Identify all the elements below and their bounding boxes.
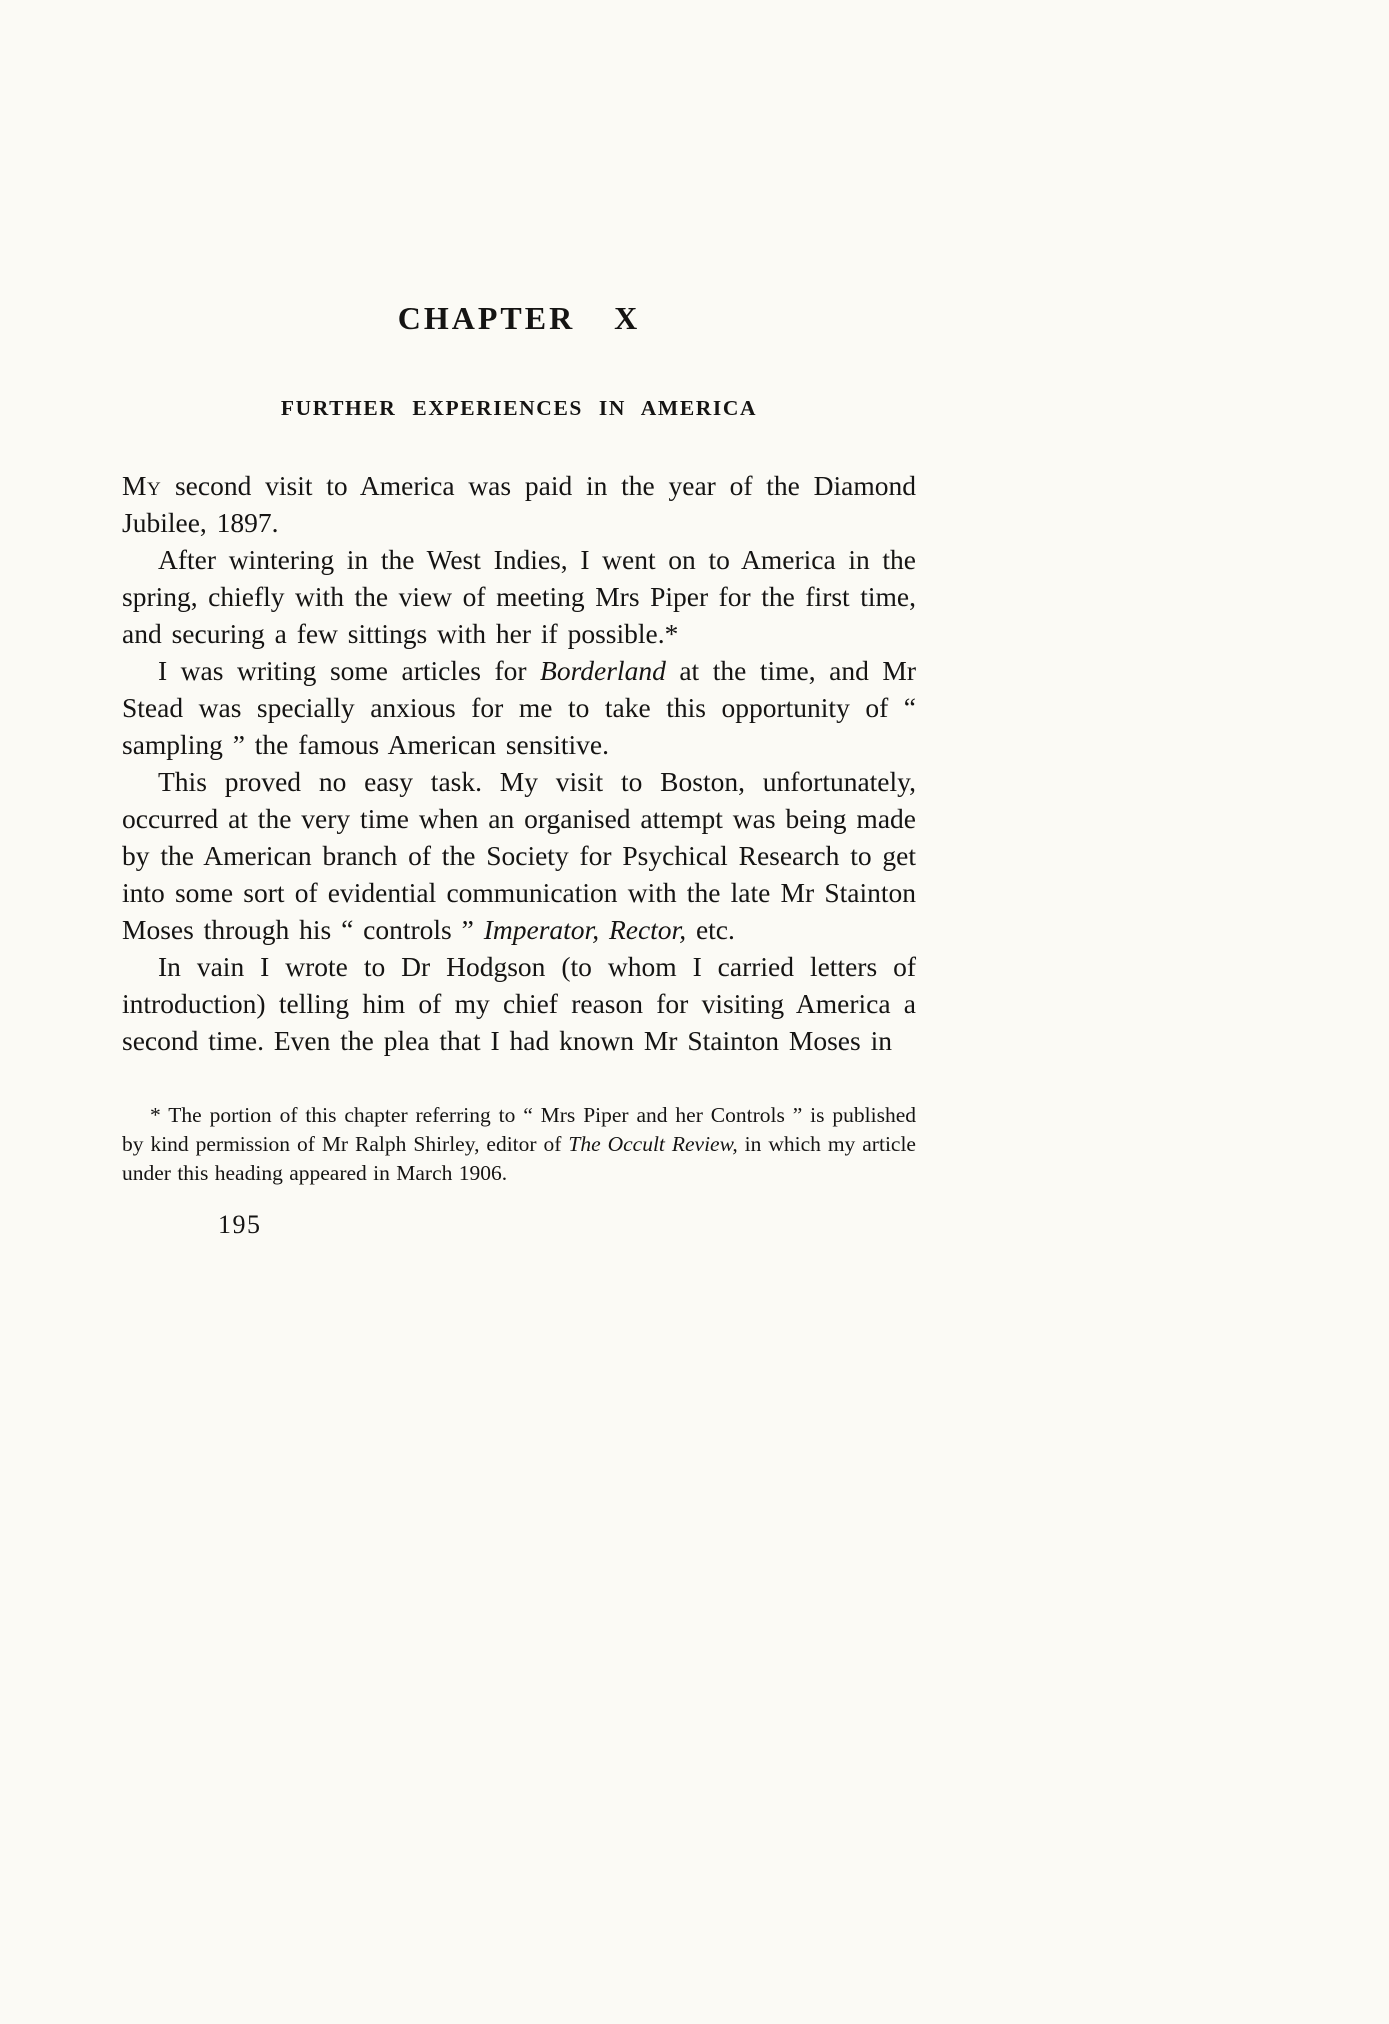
text-column xyxy=(122,300,916,1240)
text-segment: * The portion of this chapter referring to “ Mrs Piper and her Controls ” is published by kind permission of Mr Ralph Shirley, editor of xyxy=(122,1103,916,1156)
text-segment: I was writing some articles for xyxy=(158,655,541,686)
chapter-title: CHAPTER X xyxy=(397,300,641,336)
text-segment: at the time, and Mr Stead was specially anxious for me to take this opportunity of “ sampling ” the famous American sensitive. xyxy=(122,655,916,760)
text-segment: This proved no easy task. My visit to Boston, unfortunately, occurred at the very time when an organised attempt was being made by the American branch of the Society for Psychical Research to get into some sort of evidential communication with the late Mr Stainton Moses through his “ controls ” xyxy=(122,766,916,945)
text-segment: In vain I wrote to Dr Hodgson (to whom I carried letters of introduction) telling him of my chief reason for visiting America a second time. Even the plea that I had known Mr Stainton Moses in xyxy=(122,951,916,1056)
footnote xyxy=(122,1101,916,1188)
text-segment: Imperator, Rector, xyxy=(483,914,687,945)
body-text xyxy=(122,467,916,1059)
text-segment: Borderland xyxy=(540,655,666,686)
text-segment: The Occult Review, xyxy=(568,1132,738,1156)
footnote-paragraph xyxy=(122,1101,916,1188)
text-segment: After wintering in the West Indies, I went on to America in the spring, chiefly with the view of meeting Mrs Piper for the first time, and securing a few sittings with her if possible.* xyxy=(122,544,916,649)
text-segment: My xyxy=(122,470,162,501)
body-paragraph xyxy=(122,652,916,763)
text-segment: second visit to America was paid in the year of the Diamond Jubilee, 1897. xyxy=(122,470,916,538)
page-number: 195 xyxy=(218,1210,262,1239)
body-paragraph xyxy=(122,763,916,948)
body-paragraph xyxy=(122,948,916,1059)
text-segment: etc. xyxy=(686,914,735,945)
body-paragraph xyxy=(122,541,916,652)
text-segment: in which my article under this heading appeared in March 1906. xyxy=(122,1132,916,1185)
section-heading: FURTHER EXPERIENCES IN AMERICA xyxy=(280,396,758,420)
body-paragraph xyxy=(122,467,916,541)
